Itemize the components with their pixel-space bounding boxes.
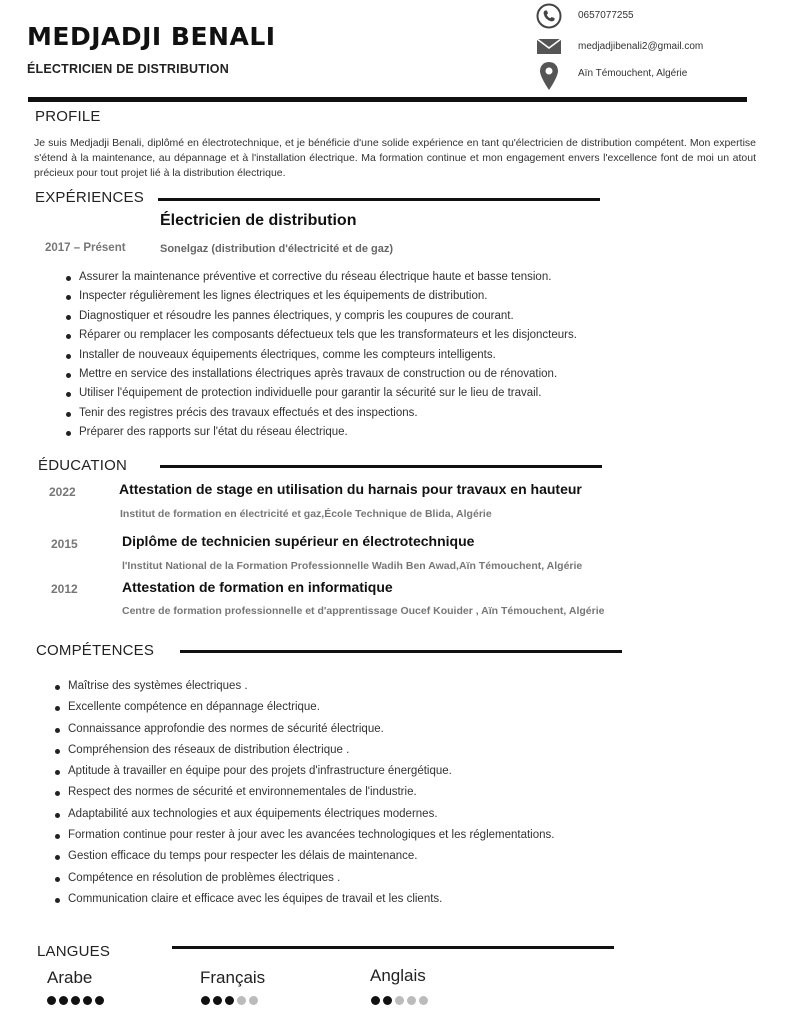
language-name: Français xyxy=(200,968,266,987)
level-dot-empty xyxy=(395,996,404,1005)
level-dot-empty xyxy=(237,996,246,1005)
list-item: Réparer ou remplacer les composants défectueux tels que les transformateurs et les disjoncteurs. xyxy=(64,327,577,346)
level-dot-empty xyxy=(249,996,258,1005)
resume-name: MEDJADJI BENALI xyxy=(27,22,276,51)
education-year: 2022 xyxy=(49,485,76,499)
experience-task-list xyxy=(64,269,577,444)
list-item: Connaissance approfondie des normes de sécurité électrique. xyxy=(53,721,554,742)
list-item: Excellente compétence en dépannage électrique. xyxy=(53,699,554,720)
section-divider xyxy=(180,650,622,653)
list-item: Respect des normes de sécurité et environnementales de l'industrie. xyxy=(53,784,554,805)
level-dot-empty xyxy=(407,996,416,1005)
list-item: Tenir des registres précis des travaux effectués et des inspections. xyxy=(64,405,577,424)
level-dot-filled xyxy=(47,996,56,1005)
phone-icon xyxy=(536,3,562,29)
location: Aïn Témouchent, Algérie xyxy=(578,68,688,79)
level-dot-filled xyxy=(213,996,222,1005)
language-name: Arabe xyxy=(47,968,93,987)
level-dot-filled xyxy=(83,996,92,1005)
list-item: Communication claire et efficace avec les équipes de travail et les clients. xyxy=(53,891,554,912)
level-dot-filled xyxy=(225,996,234,1005)
section-divider xyxy=(172,946,614,949)
list-item: Utiliser l'équipement de protection individuelle pour garantir la sécurité sur le lieu de travail. xyxy=(64,385,577,404)
education-title: Diplôme de technicien supérieur en électrotechnique xyxy=(122,533,475,549)
header-divider xyxy=(28,97,747,102)
level-dot-filled xyxy=(59,996,68,1005)
experience-job-title: Électricien de distribution xyxy=(160,212,357,229)
envelope-icon xyxy=(536,33,562,59)
email-address: medjadjibenali2@gmail.com xyxy=(578,41,704,52)
list-item: Installer de nouveaux équipements électriques, comme les compteurs intelligents. xyxy=(64,347,577,366)
list-item: Mettre en service des installations électriques après travaux de construction ou de rénovation. xyxy=(64,366,577,385)
phone-number: 0657077255 xyxy=(578,10,634,21)
education-year: 2015 xyxy=(51,537,78,551)
profile-summary: Je suis Medjadji Benali, diplômé en électrotechnique, et je bénéficie d'une solide expérience en tant qu'électricien de distribution compétent. Mon expertise s'étend à la maintenance, au dépannage et à l'installation électrique. Ma formation continue et mon engagement envers l'excellence font de moi un atout précieux pour tout projet lié à la distribution électrique. xyxy=(34,137,756,179)
section-title-education: ÉDUCATION xyxy=(38,457,128,474)
list-item: Adaptabilité aux technologies et aux équipements électriques modernes. xyxy=(53,806,554,827)
education-school: Institut de formation en électricité et gaz,École Technique de Blida, Algérie xyxy=(120,508,492,520)
language-name: Anglais xyxy=(370,966,426,985)
list-item: Compétence en résolution de problèmes électriques . xyxy=(53,870,554,891)
section-title-languages: LANGUES xyxy=(37,943,111,960)
section-title-skills: COMPÉTENCES xyxy=(36,642,155,659)
level-dot-filled xyxy=(71,996,80,1005)
list-item: Formation continue pour rester à jour avec les avancées technologiques et les réglementations. xyxy=(53,827,554,848)
level-dot-filled xyxy=(371,996,380,1005)
section-title-experience: EXPÉRIENCES xyxy=(35,189,144,206)
skills-list xyxy=(53,678,554,912)
list-item: Préparer des rapports sur l'état du réseau électrique. xyxy=(64,424,577,443)
list-item: Diagnostiquer et résoudre les pannes électriques, y compris les coupures de courant. xyxy=(64,308,577,327)
education-title: Attestation de stage en utilisation du harnais pour travaux en hauteur xyxy=(119,481,582,497)
list-item: Aptitude à travailler en équipe pour des projets d'infrastructure énergétique. xyxy=(53,763,554,784)
level-dot-filled xyxy=(95,996,104,1005)
level-dot-filled xyxy=(201,996,210,1005)
language-level-rating xyxy=(47,996,104,1005)
section-title-profile: PROFILE xyxy=(35,108,101,125)
section-divider xyxy=(158,198,600,201)
education-school: Centre de formation professionnelle et d'apprentissage Oucef Kouider , Aïn Témouchent, Algérie xyxy=(122,605,605,617)
level-dot-filled xyxy=(383,996,392,1005)
language-level-rating xyxy=(371,996,428,1005)
list-item: Compréhension des réseaux de distribution électrique . xyxy=(53,742,554,763)
education-title: Attestation de formation en informatique xyxy=(122,579,393,595)
language-level-rating xyxy=(201,996,258,1005)
list-item: Gestion efficace du temps pour respecter les délais de maintenance. xyxy=(53,848,554,869)
experience-period: 2017 – Présent xyxy=(45,242,126,254)
list-item: Assurer la maintenance préventive et corrective du réseau électrique haute et basse tension. xyxy=(64,269,577,288)
job-title: ÉLECTRICIEN DE DISTRIBUTION xyxy=(27,62,229,76)
location-pin-icon xyxy=(536,61,562,91)
section-divider xyxy=(160,465,602,468)
level-dot-empty xyxy=(419,996,428,1005)
experience-company: Sonelgaz (distribution d'électricité et de gaz) xyxy=(160,243,394,255)
list-item: Inspecter régulièrement les lignes électriques et les équipements de distribution. xyxy=(64,288,577,307)
list-item: Maîtrise des systèmes électriques . xyxy=(53,678,554,699)
education-year: 2012 xyxy=(51,582,78,596)
education-school: l'Institut National de la Formation Professionnelle Wadih Ben Awad,Aïn Témouchent, Algérie xyxy=(122,560,583,572)
